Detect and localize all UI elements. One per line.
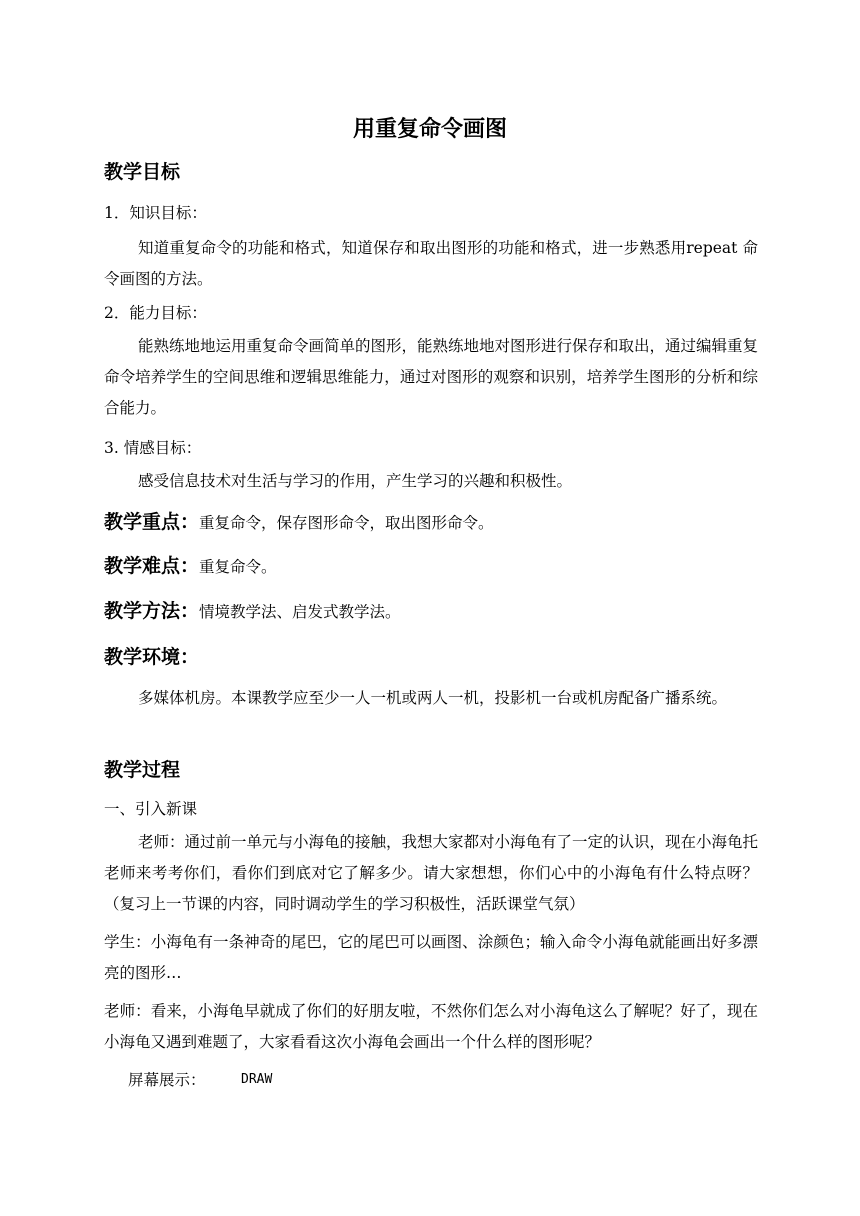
screen-display-label: 屏幕展示： [128,1071,206,1089]
emotion-objective-text: 感受信息技术对生活与学习的作用，产生学习的兴趣和积极性。 [138,472,573,490]
environment-label: 教学环境： [104,646,200,668]
environment-text: 多媒体机房。本课教学应至少一人一机或两人一机，投影机一台或机房配备广播系统。 [138,689,728,707]
knowledge-objective-text: 知道重复命令的功能和格式，知道保存和取出图形的功能和格式，进一步熟悉用repeat 命令画图的方法。 [104,239,758,288]
environment-row [104,644,199,671]
student-dialogue-1: 学生：小海龟有一条神奇的尾巴，它的尾巴可以画图、涂颜色；输入命令小海龟就能画出好多漂亮的图形… [104,933,758,982]
difficulties-text: 重复命令。 [199,558,277,576]
methods-label: 教学方法： [104,600,200,622]
difficulties-row [104,553,277,580]
teacher-dialogue-1: 老师：通过前一单元与小海龟的接触，我想大家都对小海龟有了一定的认识，现在小海龟托老师来考考你们，看你们到底对它了解多少。请大家想想，你们心中的小海龟有什么特点呀？（复习上一节课的内容，同时调动学生的学习积极性，活跃课堂气氛） [104,833,759,913]
process-heading: 教学过程 [104,759,181,781]
key-points-text: 重复命令，保存图形命令，取出图形命令。 [199,514,494,532]
difficulties-label: 教学难点： [104,555,200,577]
methods-text: 情境教学法、启发式教学法。 [199,603,401,621]
document-title: 用重复命令画图 [352,116,507,142]
methods-row [104,598,401,625]
key-points-label: 教学重点： [104,511,200,533]
objectives-heading: 教学目标 [104,161,181,183]
teacher-dialogue-2: 老师：看来，小海龟早就成了你们的好朋友啦，不然你们怎么对小海龟这么了解呢？好了，现在小海龟又遇到难题了，大家看看这次小海龟会画出一个什么样的图形呢？ [104,1002,758,1051]
emotion-objective-label: 3. 情感目标： [104,439,202,457]
knowledge-objective-label: 1．知识目标： [104,204,207,222]
ability-objective-label: 2．能力目标： [104,304,207,322]
ability-objective-text: 能熟练地地运用重复命令画简单的图形，能熟练地地对图形进行保存和取出，通过编辑重复命令培养学生的空间思维和逻辑思维能力，通过对图形的观察和识别，培养学生图形的分析和综合能力。 [104,337,759,417]
key-points-row [104,509,494,536]
intro-step-label: 一、引入新课 [104,800,198,818]
screen-display-value: DRAW [241,1072,273,1087]
